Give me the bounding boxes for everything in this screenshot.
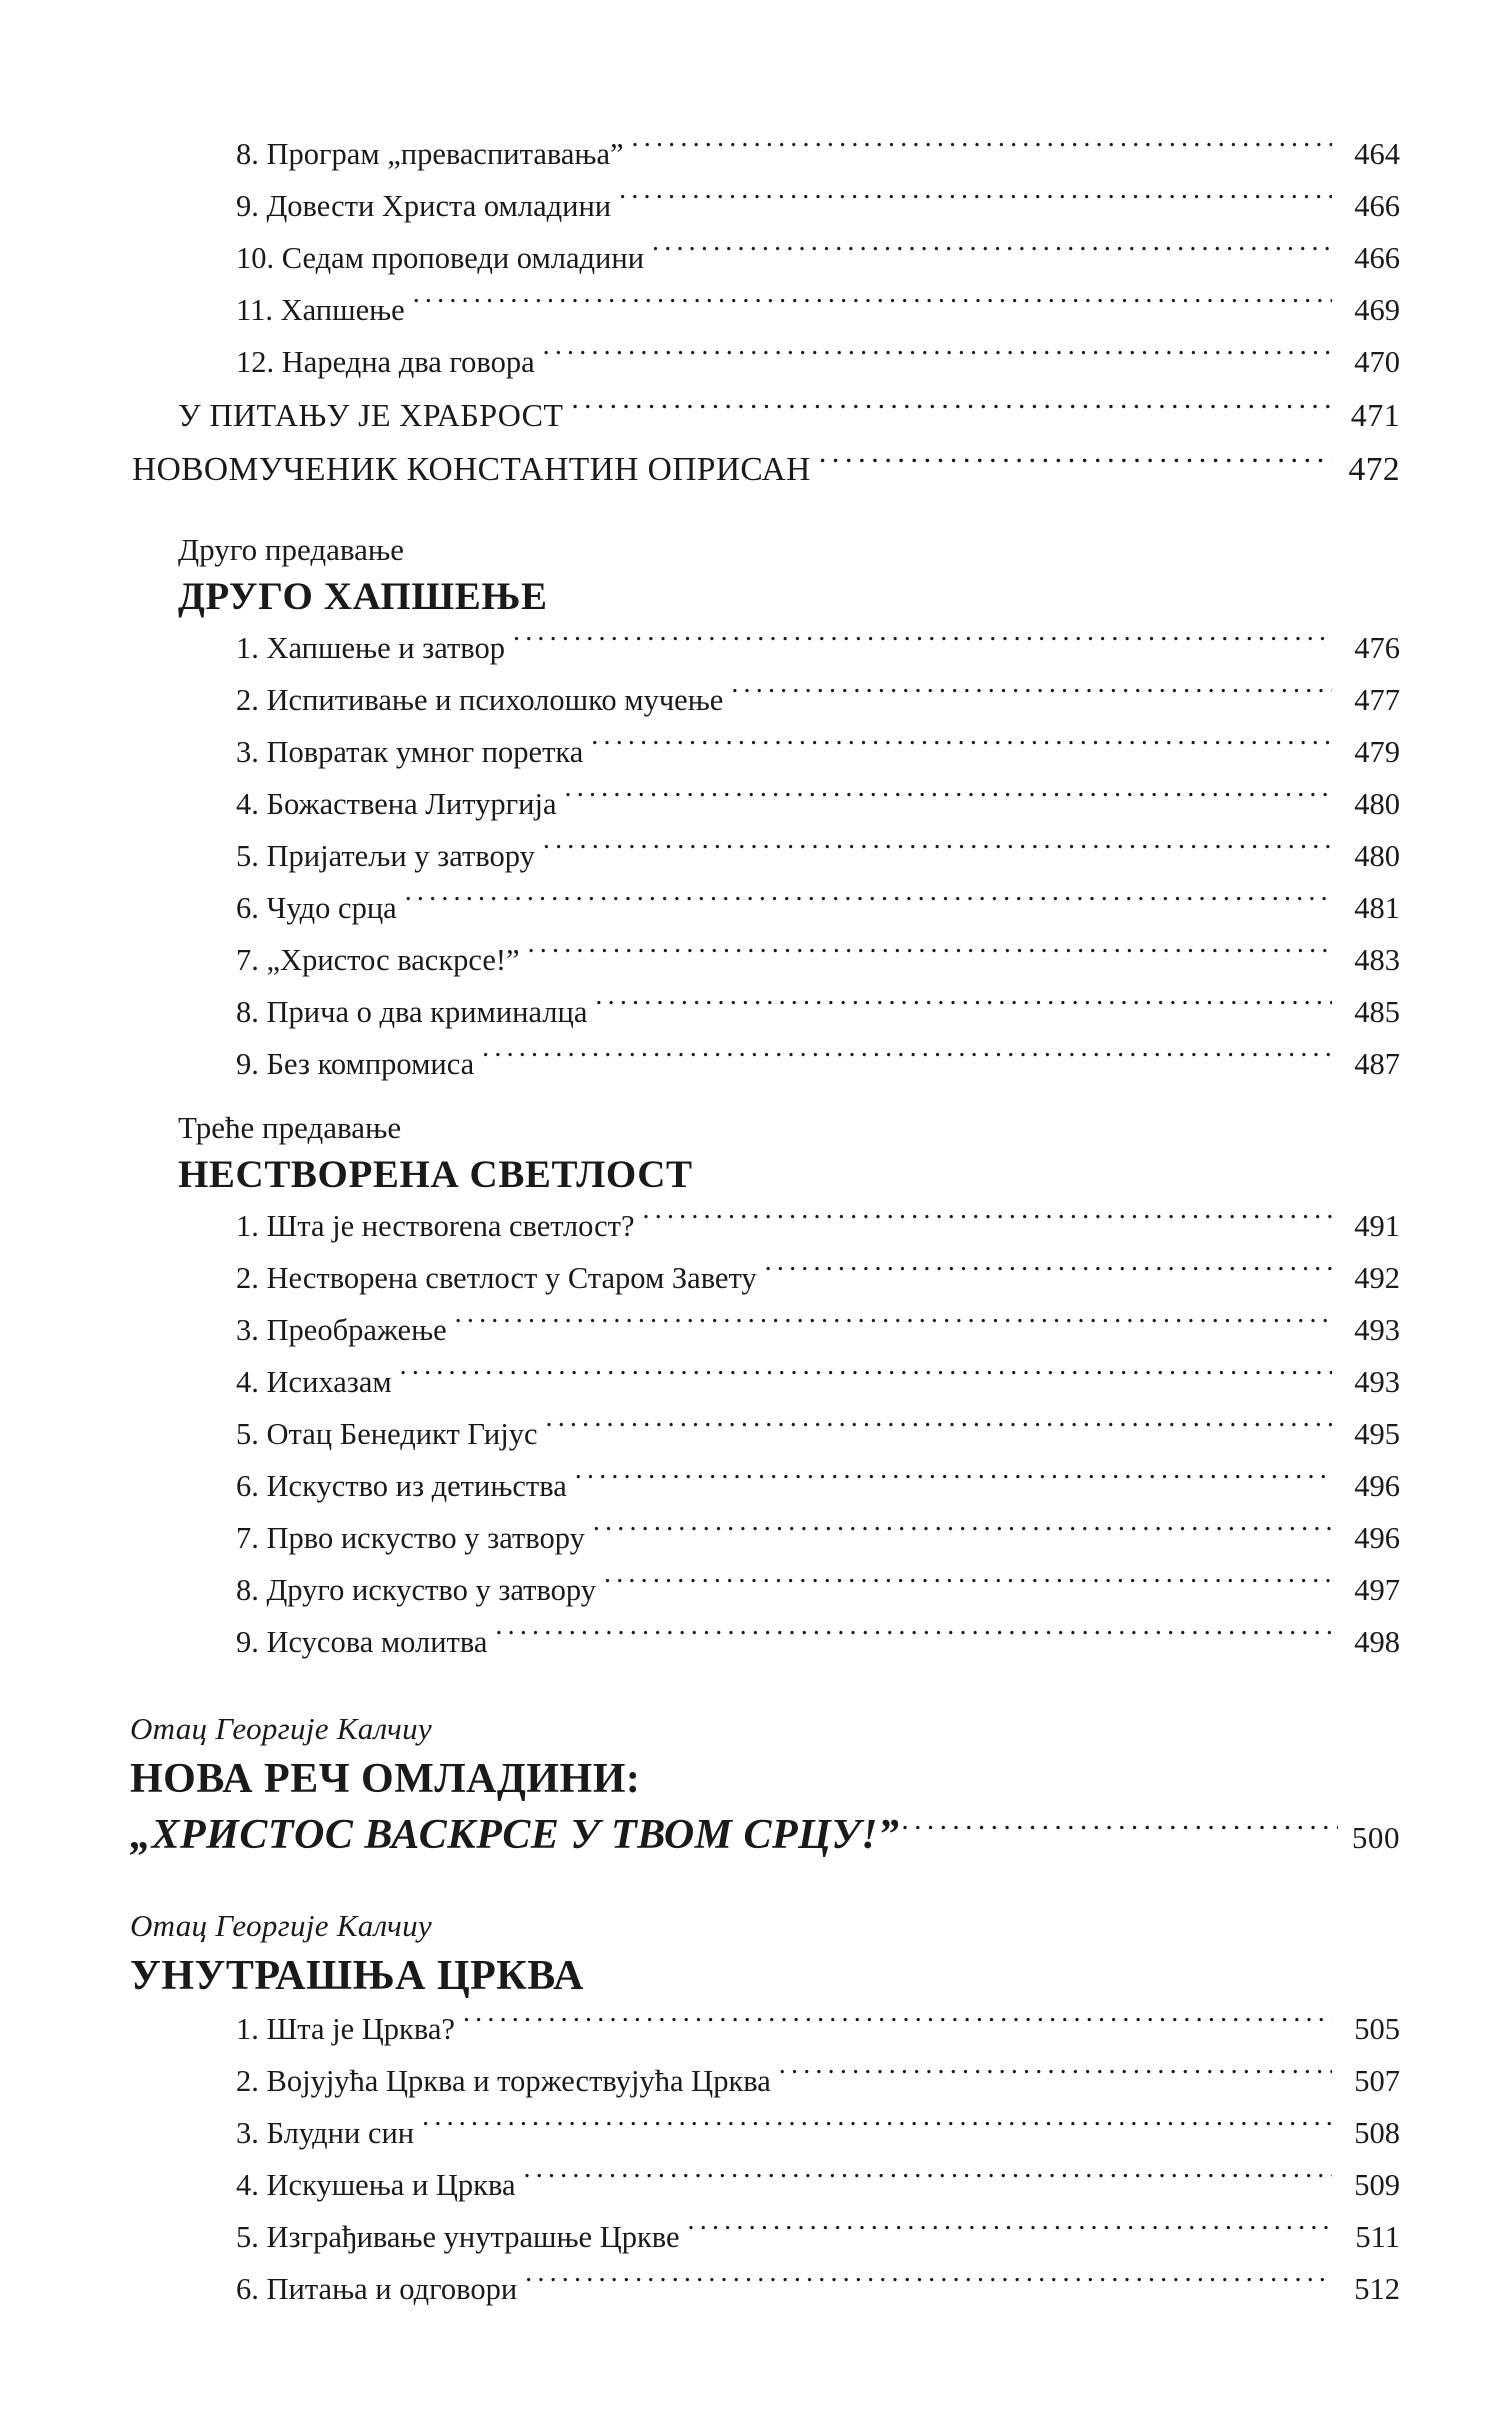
toc-entry-page: 487 bbox=[1354, 1047, 1400, 1081]
toc-entry[interactable] bbox=[0, 2211, 1500, 2263]
toc-entry-label: 6. Питања и одговори bbox=[236, 2272, 518, 2306]
toc-chapter-label: У ПИТАЊУ ЈЕ ХРАБРОСТ bbox=[178, 397, 564, 433]
toc-entry[interactable] bbox=[0, 1038, 1500, 1090]
toc-section-continuation bbox=[0, 128, 1500, 388]
toc-entry-label: 5. Изграђивање унутрашње Цркве bbox=[236, 2220, 680, 2254]
toc-group-title: НЕСТВОРЕНА СВЕТЛОСТ bbox=[178, 1153, 693, 1196]
dot-leader bbox=[688, 2217, 1332, 2248]
toc-author-work-new-word bbox=[0, 1706, 1500, 1865]
toc-entry-page: 511 bbox=[1355, 2220, 1400, 2254]
toc-entry-page: 477 bbox=[1354, 683, 1400, 717]
toc-entry[interactable] bbox=[0, 284, 1500, 336]
toc-entry-label: 4. Божаствена Литургија bbox=[236, 787, 557, 821]
dot-leader bbox=[413, 290, 1332, 321]
toc-chapter-page: 471 bbox=[1350, 397, 1400, 433]
toc-author-work-inner-church bbox=[0, 1903, 1500, 2003]
toc-major-line[interactable] bbox=[0, 442, 1500, 498]
dot-leader bbox=[604, 1570, 1332, 1601]
toc-entry-page: 469 bbox=[1354, 293, 1400, 327]
toc-entry-label: 7. „Христос васкрсе!” bbox=[236, 943, 520, 977]
dot-leader bbox=[513, 628, 1332, 659]
toc-entry-page: 466 bbox=[1354, 189, 1400, 223]
toc-major-page: 472 bbox=[1348, 451, 1400, 488]
toc-entry-page: 496 bbox=[1354, 1469, 1400, 1503]
dot-leader bbox=[525, 2269, 1332, 2300]
toc-entry-label: 4. Искушења и Црква bbox=[236, 2168, 516, 2202]
dot-leader bbox=[575, 1466, 1332, 1497]
toc-entry[interactable] bbox=[0, 986, 1500, 1038]
dot-leader bbox=[543, 836, 1332, 867]
toc-entry[interactable] bbox=[0, 778, 1500, 830]
toc-entry-label: 1. Шта је Црква? bbox=[236, 2012, 455, 2046]
toc-entry[interactable] bbox=[0, 1304, 1500, 1356]
toc-work-title-line2-row[interactable] bbox=[0, 1806, 1500, 1865]
dot-leader bbox=[619, 186, 1332, 217]
toc-entry[interactable] bbox=[0, 934, 1500, 986]
dot-leader bbox=[400, 1362, 1332, 1393]
toc-entry-label: 10. Седам проповеди омладини bbox=[236, 241, 645, 275]
toc-work-title-line1: НОВА РЕЧ ОМЛАДИНИ: bbox=[130, 1756, 641, 1802]
toc-entry-label: 9. Довести Христа омладини bbox=[236, 189, 612, 223]
toc-entry-label: 3. Преображење bbox=[236, 1313, 447, 1347]
toc-entry-label: 8. Прича о два криминалца bbox=[236, 995, 588, 1029]
dot-leader bbox=[455, 1310, 1332, 1341]
toc-entry-page: 464 bbox=[1354, 137, 1400, 171]
dot-leader bbox=[565, 784, 1332, 815]
toc-entry-label: 5. Отац Бенедикт Гијус bbox=[236, 1417, 538, 1451]
toc-entry-page: 509 bbox=[1354, 2168, 1400, 2202]
toc-entry-label: 6. Искуство из детињства bbox=[236, 1469, 567, 1503]
dot-leader bbox=[632, 134, 1332, 165]
toc-entry[interactable] bbox=[0, 1616, 1500, 1668]
dot-leader bbox=[463, 2009, 1332, 2040]
toc-entry-page: 491 bbox=[1354, 1209, 1400, 1243]
dot-leader bbox=[546, 1414, 1333, 1445]
toc-entry[interactable] bbox=[0, 1564, 1500, 1616]
table-of-contents bbox=[0, 128, 1500, 2315]
dot-leader bbox=[595, 992, 1332, 1023]
dot-leader bbox=[593, 1518, 1332, 1549]
toc-entry-label: 3. Блудни син bbox=[236, 2116, 415, 2150]
toc-entry[interactable] bbox=[0, 2107, 1500, 2159]
toc-entry[interactable] bbox=[0, 726, 1500, 778]
toc-work-title-line2: „ХРИСТОС ВАСКРСЕ У ТВОМ СРЦУ!” bbox=[130, 1812, 900, 1858]
dot-leader bbox=[528, 940, 1332, 971]
toc-chapter-line[interactable] bbox=[0, 388, 1500, 442]
toc-entry-label: 9. Без компромиса bbox=[236, 1047, 475, 1081]
toc-entry-label: 2. Нестворена светлост у Старом Завету bbox=[236, 1261, 757, 1295]
toc-entry[interactable] bbox=[0, 336, 1500, 388]
toc-entry-page: 495 bbox=[1354, 1417, 1400, 1451]
toc-entry-label: 8. Програм „преваспитавања” bbox=[236, 137, 624, 171]
dot-leader bbox=[731, 680, 1332, 711]
toc-work-page: 500 bbox=[1351, 1820, 1400, 1855]
toc-group-title: ДРУГО ХАПШЕЊЕ bbox=[178, 575, 548, 618]
toc-entry-label: 2. Војујућа Црква и торжествујућа Црква bbox=[236, 2064, 771, 2098]
toc-group-second-lecture bbox=[0, 528, 1500, 622]
toc-major-label: НОВОМУЧЕНИК КОНСТАНТИН ОПРИСАН bbox=[132, 451, 811, 488]
toc-entry-label: 11. Хапшење bbox=[236, 293, 405, 327]
dot-leader bbox=[779, 2061, 1332, 2092]
dot-leader bbox=[819, 447, 1332, 481]
toc-entry-page: 492 bbox=[1354, 1261, 1400, 1295]
toc-entry[interactable] bbox=[0, 1408, 1500, 1460]
toc-entry[interactable] bbox=[0, 830, 1500, 882]
toc-entry-page: 485 bbox=[1354, 995, 1400, 1029]
dot-leader bbox=[901, 1806, 1338, 1848]
toc-entry-page: 493 bbox=[1354, 1313, 1400, 1347]
dot-leader bbox=[765, 1258, 1332, 1289]
toc-author-name: Отац Георгије Калчиу bbox=[130, 1908, 432, 1943]
toc-entry-page: 508 bbox=[1354, 2116, 1400, 2150]
toc-entry-label: 1. Хапшење и затвор bbox=[236, 631, 505, 665]
dot-leader bbox=[495, 1622, 1332, 1653]
dot-leader bbox=[543, 342, 1332, 373]
toc-entry-page: 466 bbox=[1354, 241, 1400, 275]
toc-work-title-line1: УНУТРАШЊА ЦРКВА bbox=[130, 1953, 584, 1999]
toc-entry-label: 3. Повратак умног поретка bbox=[236, 735, 584, 769]
dot-leader bbox=[571, 394, 1332, 426]
toc-entry[interactable] bbox=[0, 674, 1500, 726]
toc-entry-page: 493 bbox=[1354, 1365, 1400, 1399]
toc-group-kicker: Друго предавање bbox=[178, 532, 405, 567]
toc-entry-page: 497 bbox=[1354, 1573, 1400, 1607]
toc-entry[interactable] bbox=[0, 1200, 1500, 1252]
dot-leader bbox=[482, 1044, 1332, 1075]
toc-entry[interactable] bbox=[0, 2003, 1500, 2055]
toc-group-entries bbox=[0, 1200, 1500, 1668]
toc-group-kicker: Треће предавање bbox=[178, 1110, 402, 1145]
toc-entry[interactable] bbox=[0, 180, 1500, 232]
toc-entry-label: 4. Исихазам bbox=[236, 1365, 392, 1399]
toc-entry-page: 505 bbox=[1354, 2012, 1400, 2046]
toc-entry-label: 6. Чудо срца bbox=[236, 891, 397, 925]
toc-entry[interactable] bbox=[0, 2159, 1500, 2211]
toc-entry-page: 481 bbox=[1354, 891, 1400, 925]
toc-entry-page: 483 bbox=[1354, 943, 1400, 977]
toc-entry-page: 512 bbox=[1354, 2272, 1400, 2306]
dot-leader bbox=[591, 732, 1332, 763]
toc-entry[interactable] bbox=[0, 1356, 1500, 1408]
toc-entry-page: 476 bbox=[1354, 631, 1400, 665]
spacer bbox=[0, 498, 1500, 508]
toc-entry-label: 8. Друго искуство у затвору bbox=[236, 1573, 596, 1607]
toc-entry[interactable] bbox=[0, 622, 1500, 674]
toc-entry-page: 480 bbox=[1354, 839, 1400, 873]
toc-entry-page: 480 bbox=[1354, 787, 1400, 821]
toc-entry-page: 507 bbox=[1354, 2064, 1400, 2098]
toc-entry-label: 9. Исусова молитва bbox=[236, 1625, 488, 1659]
toc-entry[interactable] bbox=[0, 1460, 1500, 1512]
toc-group-third-lecture bbox=[0, 1106, 1500, 1200]
toc-work-entries bbox=[0, 2003, 1500, 2315]
toc-entry[interactable] bbox=[0, 882, 1500, 934]
toc-entry-label: 1. Шта је нествorena светлост? bbox=[236, 1209, 635, 1243]
toc-entry-page: 470 bbox=[1354, 345, 1400, 379]
toc-entry[interactable] bbox=[0, 1252, 1500, 1304]
dot-leader bbox=[652, 238, 1332, 269]
dot-leader bbox=[524, 2165, 1332, 2196]
toc-entry[interactable] bbox=[0, 1512, 1500, 1564]
toc-entry[interactable] bbox=[0, 128, 1500, 180]
toc-entry-page: 479 bbox=[1354, 735, 1400, 769]
toc-group-entries bbox=[0, 622, 1500, 1090]
toc-entry-label: 12. Наредна два говора bbox=[236, 345, 535, 379]
toc-author-name: Отац Георгије Калчиу bbox=[130, 1711, 432, 1746]
toc-entry[interactable] bbox=[0, 2263, 1500, 2315]
toc-entry-label: 5. Пријатељи у затвору bbox=[236, 839, 535, 873]
dot-leader bbox=[405, 888, 1332, 919]
toc-entry[interactable] bbox=[0, 232, 1500, 284]
toc-entry[interactable] bbox=[0, 2055, 1500, 2107]
toc-entry-label: 2. Испитивање и психолошко мучење bbox=[236, 683, 724, 717]
toc-entry-label: 7. Прво искуство у затвору bbox=[236, 1521, 585, 1555]
dot-leader bbox=[422, 2113, 1332, 2144]
toc-entry-page: 496 bbox=[1354, 1521, 1400, 1555]
dot-leader bbox=[643, 1206, 1332, 1237]
toc-entry-page: 498 bbox=[1354, 1625, 1400, 1659]
